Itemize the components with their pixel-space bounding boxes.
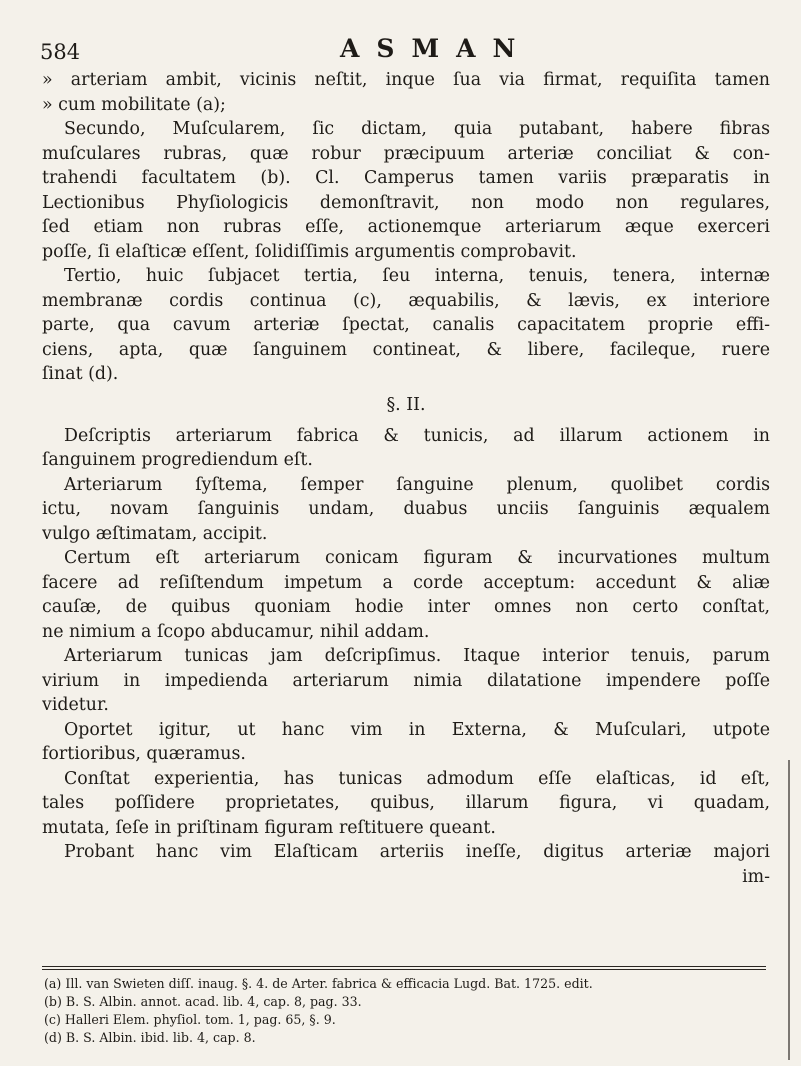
text-line: Oportet igitur, ut hanc vim in Externa, & Muſculari, utpote [64, 719, 770, 740]
text-line: Tertio, huic ſubjacet tertia, ſeu interna, tenuis, tenera, internæ [64, 266, 770, 286]
text-line: membranæ cordis continua (c), æquabilis, & lævis, ex interiore [42, 290, 770, 311]
text-line: trahendi facultatem (b). Cl. Camperus tamen variis præparatis in [42, 168, 770, 188]
text-line: Certum eſt arteriarum conicam figuram & incurvationes multum [64, 548, 770, 568]
text-line: facere ad reſiſtendum impetum a corde acceptum: accedunt & aliæ [42, 572, 770, 593]
footnote: (a) Ill. van Swieten diſſ. inaug. §. 4. de Arter. fabrica & efficacia Lugd. Bat. 1725. edit. [44, 976, 593, 991]
text-line: fortioribus, quæramus. [42, 744, 246, 764]
text-line: ſed etiam non rubras eſſe, actionemque arteriarum æque exerceri [42, 217, 770, 237]
section-heading: §. II. [386, 394, 426, 415]
text-line: poſſe, ſi elaſticæ eſſent, ſolidiſſimis argumentis comprobavit. [42, 241, 577, 262]
text-line: parte, qua cavum arteriæ ſpectat, canalis capacitatem proprie effi- [42, 315, 770, 335]
footnote: (b) B. S. Albin. annot. acad. lib. 4, cap. 8, pag. 33. [44, 994, 362, 1009]
text-line: » cum mobilitate (a); [42, 94, 226, 115]
text-line: ciens, apta, quæ ſanguinem contineat, & libere, facileque, ruere [42, 339, 770, 360]
text-line: mutata, ſeſe in priſtinam figuram reſtituere queant. [42, 817, 496, 838]
running-title: ASMAN [340, 34, 533, 63]
text-line: Arteriarum tunicas jam deſcripſimus. Itaque interior tenuis, parum [64, 646, 770, 666]
text-line: Secundo, Muſcularem, ſic dictam, quia putabant, habere fibras [64, 119, 770, 139]
text-line: Conſtat experientia, has tunicas admodum eſſe elaſticas, id eſt, [64, 768, 770, 789]
text-line: » arteriam ambit, vicinis neſtit, inque ſua via firmat, requiſita tamen [42, 70, 770, 90]
text-line: vulgo æſtimatam, accipit. [42, 523, 268, 544]
footnote: (c) Halleri Elem. phyſiol. tom. 1, pag. 65, §. 9. [44, 1012, 336, 1027]
text-line: Arteriarum ſyſtema, ſemper ſanguine plenum, quolibet cordis [64, 474, 770, 495]
footnote: (d) B. S. Albin. ibid. lib. 4, cap. 8. [44, 1030, 256, 1045]
text-line: tales poſſidere proprietates, quibus, illarum figura, vi quadam, [42, 793, 770, 813]
text-line: videtur. [42, 695, 109, 715]
body-text [42, 68, 770, 889]
footnote-rule [42, 966, 766, 967]
page-edge-shadow [788, 760, 790, 1060]
text-line: ne nimium a ſcopo abducamur, nihil addam. [42, 621, 430, 642]
catchword: im- [742, 866, 770, 887]
text-line: virium in impedienda arteriarum nimia dilatatione impendere poſſe [42, 670, 770, 691]
text-line: Lectionibus Phyſiologicis demonſtravit, non modo non regulares, [42, 192, 770, 213]
text-line: Deſcriptis arteriarum fabrica & tunicis, ad illarum actionem in [64, 425, 770, 446]
text-line: muſculares rubras, quæ robur præcipuum arteriæ conciliat & con- [42, 143, 770, 164]
page-number: 584 [40, 40, 81, 64]
text-line: Probant hanc vim Elaſticam arteriis ineſſe, digitus arteriæ majori [64, 842, 770, 862]
text-line: ſinat (d). [42, 364, 119, 384]
text-line: ſanguinem progrediendum eſt. [42, 450, 313, 470]
text-line: cauſæ, de quibus quoniam hodie inter omnes non certo conſtat, [42, 597, 770, 617]
footnotes [44, 975, 768, 1047]
footnote-rule-inner [42, 969, 766, 970]
text-line: ictu, novam ſanguinis undam, duabus unciis ſanguinis æqualem [42, 499, 770, 519]
